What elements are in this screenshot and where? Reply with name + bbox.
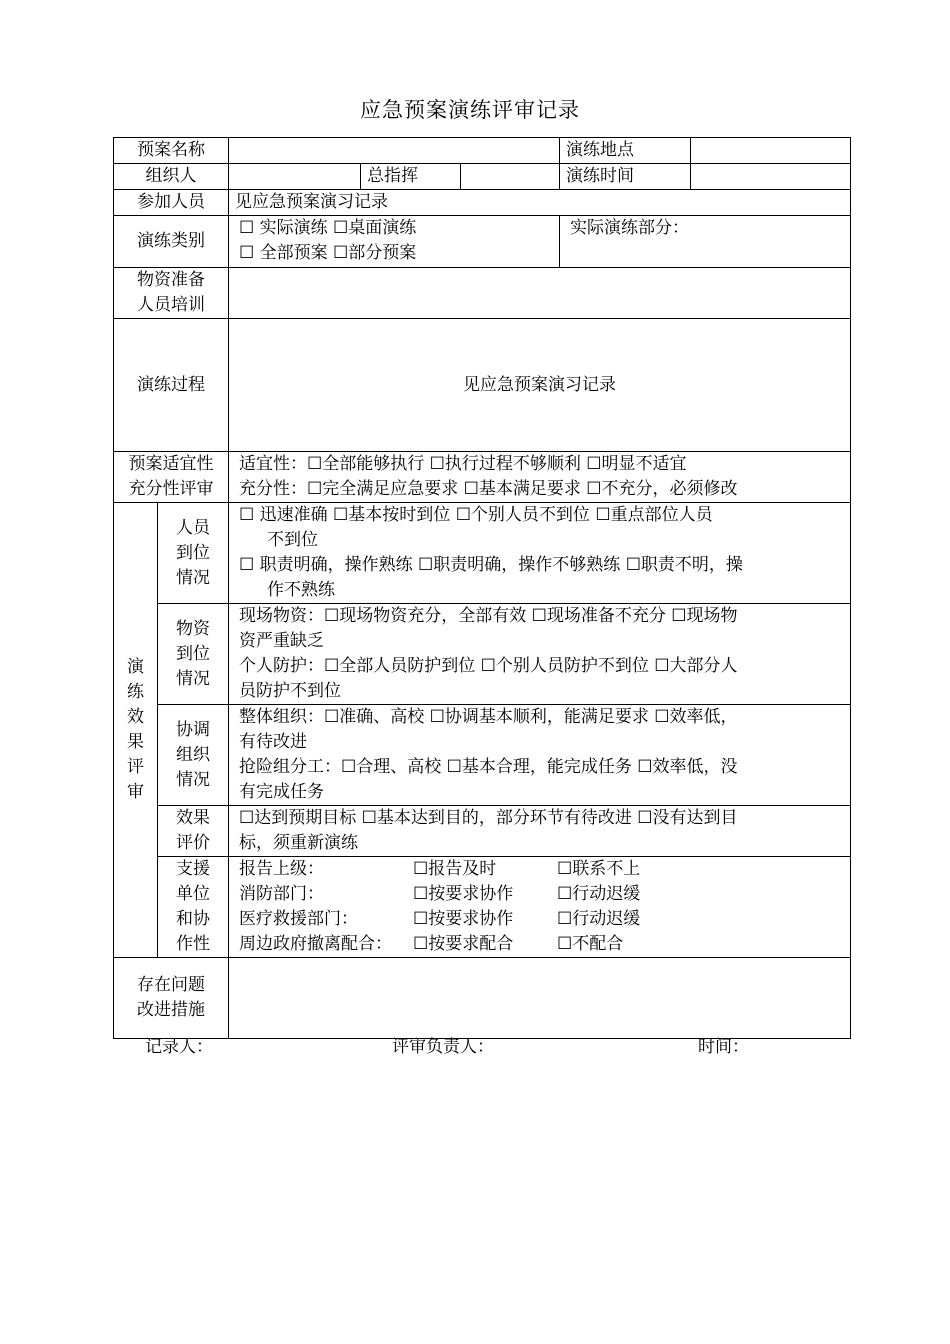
row-organizer [114,164,851,190]
materials-training-label [114,268,229,319]
coordination-label-line: 情况 [176,769,210,790]
coordination-label [158,705,229,806]
support-unit-name: 医疗救援部门： [239,909,358,929]
row-drill-process [114,319,851,452]
effect-label-char: 演 [127,657,144,677]
support-unit-name: 报告上级： [239,859,324,879]
materials-line-2-cont: 员防护不到位 [239,681,341,701]
page-title: 应急预案演练评审记录 [360,98,580,122]
review-form-table [113,137,851,1039]
personnel-label-line: 到位 [176,542,210,563]
effect-label-char: 练 [127,682,144,702]
support-option[interactable]: ☐不配合 [557,934,624,954]
drill-type-line-2[interactable]: ☐ 全部预案 ☐部分预案 [239,243,417,263]
suitability-label [114,452,229,503]
drill-time-label: 演练时间 [560,164,691,190]
drill-process-label: 演练过程 [114,319,229,452]
support-option[interactable]: ☐联系不上 [557,859,641,879]
coordination-line-2[interactable]: 抢险组分工：☐合理、高校 ☐基本合理，能完成任务 ☐效率低，没 [239,757,738,777]
effect-label-char: 审 [127,782,144,802]
materials-label-line: 物资 [176,618,210,639]
materials-line-1[interactable]: 现场物资：☐现场物资充分，全部有效 ☐现场准备不充分 ☐现场物 [239,606,738,626]
personnel-line-2[interactable]: ☐ 职责明确，操作熟练 ☐职责明确，操作不够熟练 ☐职责不明，操 [239,555,743,575]
drill-type-options[interactable] [229,216,560,268]
support-row [239,932,844,957]
coordination-line-1-cont: 有待改进 [239,732,307,752]
support-label-line: 和协 [176,909,210,929]
drill-type-line-1[interactable]: ☐ 实际演练 ☐桌面演练 [239,218,417,238]
effect-label-char: 评 [127,757,144,777]
personnel-line-1-cont: 不到位 [267,530,318,550]
support-row [239,857,844,882]
evaluation-line-1[interactable]: ☐达到预期目标 ☐基本达到目的，部分环节有待改进 ☐没有达到目 [239,808,738,828]
personnel-options[interactable] [229,503,851,604]
participants-label: 参加人员 [114,190,229,216]
suitability-label-2: 充分性评审 [128,479,214,499]
support-label-line: 作性 [176,934,210,954]
problems-field[interactable] [229,958,851,1039]
row-support [114,857,851,958]
personnel-label-line: 人员 [176,517,210,538]
personnel-line-1[interactable]: ☐ 迅速准确 ☐基本按时到位 ☐个别人员不到位 ☐重点部位人员 [239,505,713,525]
problems-label-2: 改进措施 [137,1000,205,1020]
drill-location-label: 演练地点 [560,138,691,164]
coordination-label-line: 组织 [176,744,210,765]
row-materials-training [114,268,851,319]
support-label-line: 支援 [176,859,210,879]
participants-value: 见应急预案演习记录 [229,190,851,216]
training-label: 人员培训 [137,295,205,315]
coordination-label-line: 协调 [176,719,210,740]
support-label [158,857,229,958]
support-option[interactable]: ☐行动迟缓 [557,884,641,904]
commander-label: 总指挥 [361,164,461,190]
suitability-options[interactable] [229,452,851,503]
suitability-label-1: 预案适宜性 [128,454,214,474]
reviewer-label: 评审负责人： [392,1037,494,1057]
effect-label-char: 效 [127,707,144,727]
coordination-options[interactable] [229,705,851,806]
materials-line-2[interactable]: 个人防护：☐全部人员防护到位 ☐个别人员防护不到位 ☐大部分人 [239,656,738,676]
row-participants [114,190,851,216]
signature-footer [0,1032,950,1058]
personnel-label [158,503,229,604]
materials-label: 物资准备 [137,270,205,290]
drill-location-field[interactable] [691,138,851,164]
row-drill-type [114,216,851,268]
personnel-label-line: 情况 [176,567,210,588]
materials-options[interactable] [229,604,851,705]
organizer-field[interactable] [229,164,361,190]
actual-part-label: 实际演练部分： [570,218,690,238]
support-options[interactable] [229,857,851,958]
personnel-line-2-cont: 作不熟练 [267,580,335,600]
materials-training-field[interactable] [229,268,851,319]
problems-label [114,958,229,1039]
support-option[interactable]: ☐报告及时 [413,859,497,879]
support-row [239,882,844,907]
actual-part-field[interactable] [560,216,851,268]
commander-field[interactable] [461,164,560,190]
row-plan-name [114,138,851,164]
evaluation-label-line: 评价 [176,833,210,853]
suitability-line-1[interactable]: 适宜性：☐全部能够执行 ☐执行过程不够顺利 ☐明显不适宜 [239,454,687,474]
materials-label-line: 情况 [176,668,210,689]
row-evaluation [114,806,851,857]
time-label: 时间： [698,1037,749,1057]
row-coordination [114,705,851,806]
row-suitability [114,452,851,503]
problems-label-1: 存在问题 [137,975,205,995]
suitability-line-2[interactable]: 充分性：☐完全满足应急要求 ☐基本满足要求 ☐不充分，必须修改 [239,479,738,499]
coordination-line-1[interactable]: 整体组织：☐准确、高校 ☐协调基本顺利，能满足要求 ☐效率低， [239,707,738,727]
recorder-label: 记录人： [145,1037,213,1057]
evaluation-label [158,806,229,857]
support-option[interactable]: ☐按要求协作 [413,884,514,904]
evaluation-label-line: 效果 [176,808,210,828]
materials-status-label [158,604,229,705]
evaluation-line-1-cont: 标，须重新演练 [239,833,358,853]
support-option[interactable]: ☐行动迟缓 [557,909,641,929]
effect-evaluation-label [114,503,158,958]
materials-line-1-cont: 资严重缺乏 [239,631,324,651]
support-option[interactable]: ☐按要求协作 [413,909,514,929]
support-unit-name: 消防部门： [239,884,324,904]
drill-time-field[interactable] [691,164,851,190]
support-label-line: 单位 [176,884,210,904]
row-personnel [114,503,851,604]
row-materials [114,604,851,705]
organizer-label: 组织人 [114,164,229,190]
evaluation-options[interactable] [229,806,851,857]
effect-label-char: 果 [127,732,144,752]
support-unit-name: 周边政府撤离配合： [239,934,392,954]
drill-type-label: 演练类别 [114,216,229,268]
support-row [239,907,844,932]
materials-label-line: 到位 [176,643,210,664]
row-problems [114,958,851,1039]
plan-name-field[interactable] [229,138,560,164]
coordination-line-2-cont: 有完成任务 [239,782,324,802]
plan-name-label: 预案名称 [114,138,229,164]
support-option[interactable]: ☐按要求配合 [413,934,514,954]
drill-process-value: 见应急预案演习记录 [229,319,851,452]
